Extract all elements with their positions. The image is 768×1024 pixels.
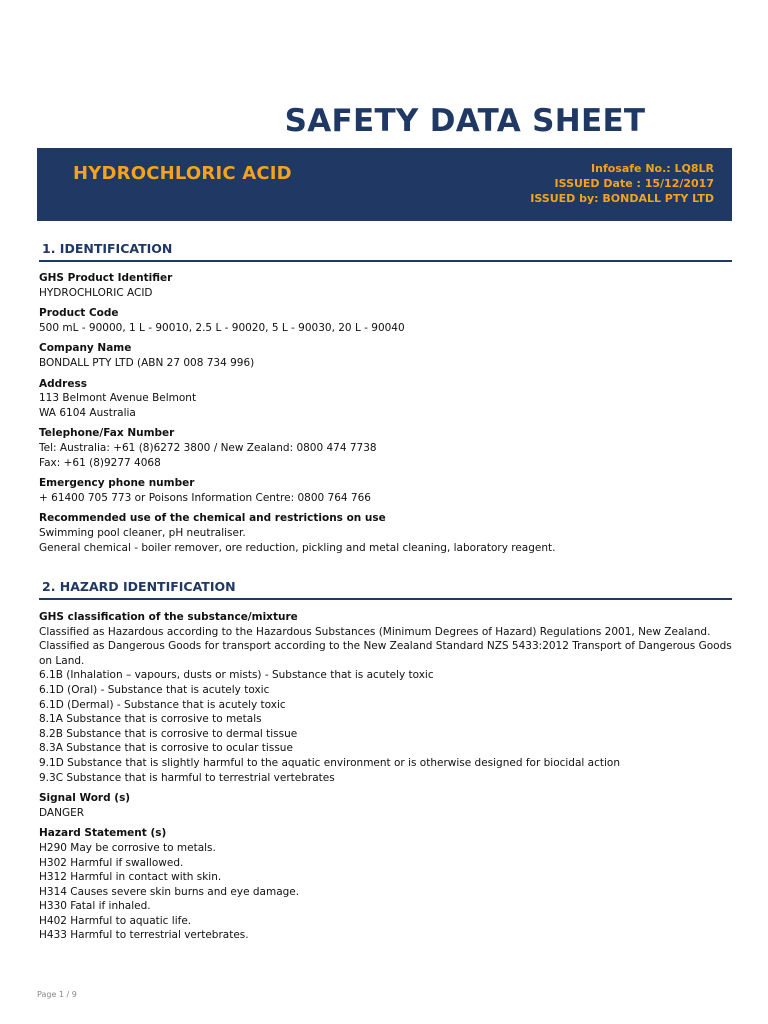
field-value-line: 8.1A Substance that is corrosive to metals [39, 713, 262, 726]
field-value-line: H302 Harmful if swallowed. [39, 856, 184, 869]
field-value-line: BONDALL PTY LTD (ABN 27 008 734 996) [39, 356, 255, 369]
field-value-line: 9.3C Substance that is harmful to terrestrial vertebrates [39, 771, 335, 784]
field-block [39, 476, 732, 505]
document-title: SAFETY DATA SHEET [284, 103, 646, 139]
field-label: Address [39, 377, 87, 390]
section-hazard-identification [39, 579, 732, 949]
field-label: Hazard Statement (s) [39, 827, 167, 840]
field-label: Signal Word (s) [39, 792, 131, 805]
field-value-line: General chemical - boiler remover, ore reduction, pickling and metal cleaning, laboratory reagent. [39, 541, 556, 554]
field-block [39, 271, 732, 300]
field-label: GHS classification of the substance/mixture [39, 611, 298, 623]
field-value-line: Classified as Dangerous Goods for transport according to the New Zealand Standard NZS 5433:2012 Transport of Dangerous Goods [39, 640, 732, 653]
field-block [39, 511, 732, 555]
section-heading: 1. IDENTIFICATION [39, 241, 732, 262]
section-identification [39, 241, 732, 561]
section-heading: 2. HAZARD IDENTIFICATION [39, 579, 732, 600]
field-label: Telephone/Fax Number [39, 427, 175, 440]
field-value-line: WA 6104 Australia [39, 406, 136, 419]
field-value-line: H314 Causes severe skin burns and eye damage. [39, 885, 300, 898]
field-value-line: Fax: +61 (8)9277 4068 [39, 456, 161, 469]
field-block [39, 306, 732, 335]
field-value-line: 500 mL - 90000, 1 L - 90010, 2.5 L - 90020, 5 L - 90030, 20 L - 90040 [39, 321, 405, 334]
field-value-line: 8.3A Substance that is corrosive to ocular tissue [39, 742, 293, 755]
field-value-line: H290 May be corrosive to metals. [39, 841, 216, 854]
field-label: GHS Product Identifier [39, 272, 173, 284]
field-value-line: 8.2B Substance that is corrosive to dermal tissue [39, 727, 298, 740]
field-block [39, 791, 732, 820]
product-name: HYDROCHLORIC ACID [73, 163, 292, 184]
field-label: Emergency phone number [39, 477, 195, 490]
field-value-line: on Land. [39, 654, 85, 667]
field-value-line: + 61400 705 773 or Poisons Information Centre: 0800 764 766 [39, 491, 371, 504]
field-value-line: Classified as Hazardous according to the Hazardous Substances (Minimum Degrees of Hazard) Regulations 2001, New Zealand. [39, 625, 711, 638]
field-block [39, 610, 732, 785]
field-block [39, 426, 732, 470]
field-value-line: 113 Belmont Avenue Belmont [39, 392, 197, 405]
field-value-line: Swimming pool cleaner, pH neutraliser. [39, 526, 246, 539]
field-value-line: H402 Harmful to aquatic life. [39, 914, 192, 927]
field-value-line: H312 Harmful in contact with skin. [39, 871, 222, 884]
field-value-line: 9.1D Substance that is slightly harmful to the aquatic environment or is otherwise designed for biocidal action [39, 756, 620, 769]
field-value-line: DANGER [39, 806, 85, 819]
field-value-line: 6.1B (Inhalation – vapours, dusts or mists) - Substance that is acutely toxic [39, 669, 434, 682]
issued-by: ISSUED by: BONDALL PTY LTD [530, 192, 714, 205]
section-fields [39, 262, 732, 555]
page-number: Page 1 / 9 [37, 990, 77, 999]
issued-date: ISSUED Date : 15/12/2017 [554, 177, 714, 190]
field-value-line: H330 Fatal if inhaled. [39, 900, 151, 913]
field-value-line: 6.1D (Dermal) - Substance that is acutely toxic [39, 698, 286, 711]
field-value-line: Tel: Australia: +61 (8)6272 3800 / New Zealand: 0800 474 7738 [39, 441, 377, 454]
infosafe-number: Infosafe No.: LQ8LR [591, 162, 714, 175]
field-value-line: H433 Harmful to terrestrial vertebrates. [39, 929, 249, 942]
header-meta [530, 161, 714, 206]
section-fields [39, 600, 732, 943]
field-block [39, 826, 732, 943]
field-block [39, 341, 732, 370]
field-value-line: 6.1D (Oral) - Substance that is acutely toxic [39, 683, 270, 696]
field-block [39, 377, 732, 421]
product-header-band [37, 148, 732, 221]
field-value-line: HYDROCHLORIC ACID [39, 286, 153, 299]
field-label: Company Name [39, 342, 132, 355]
field-label: Recommended use of the chemical and restrictions on use [39, 512, 386, 525]
field-label: Product Code [39, 307, 119, 320]
